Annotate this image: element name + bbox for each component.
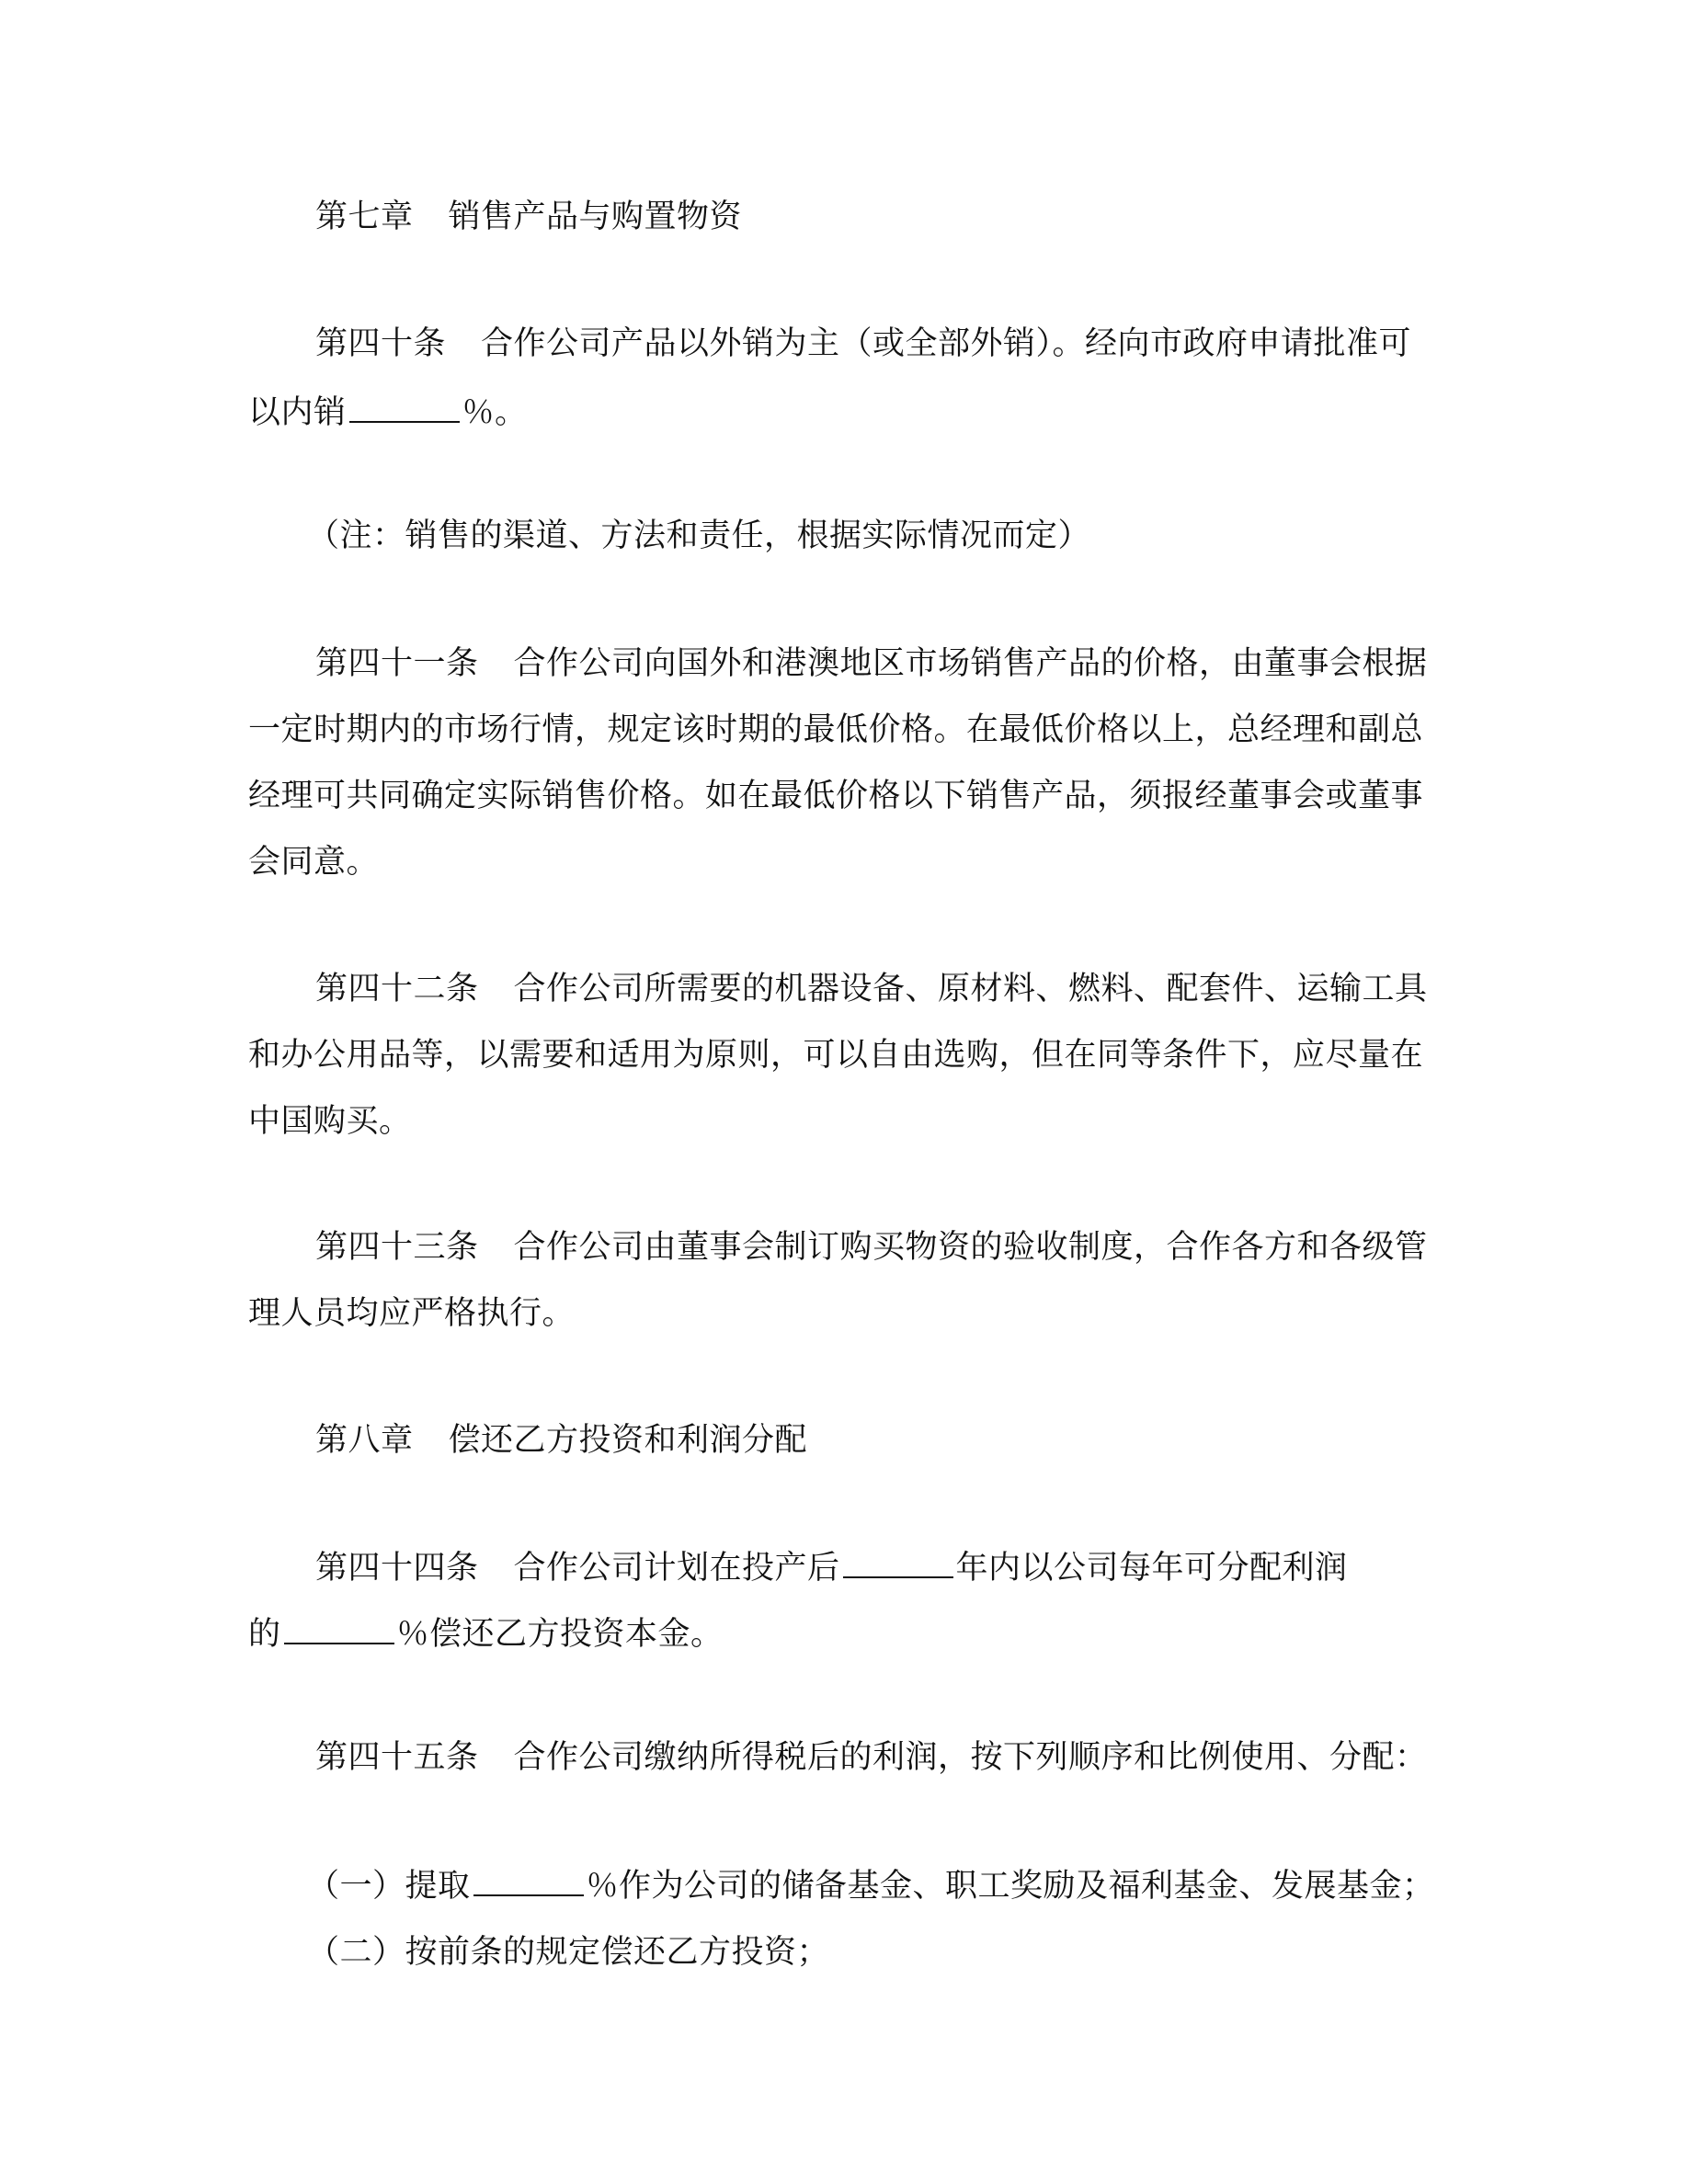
fill-in-blank	[284, 1615, 394, 1644]
list-item-text: （一）提取	[307, 1868, 471, 1905]
article-40-line-1	[315, 325, 1411, 362]
article-number: 第四十二条	[315, 971, 479, 1007]
list-item-text: ％作为公司的储备基金、职工奖励及福利基金、发展基金；	[586, 1868, 1435, 1905]
article-text: 合作公司计划在投产后	[513, 1550, 840, 1587]
article-text: 合作公司缴纳所得税后的利润，按下列顺序和比例使用、分配：	[513, 1739, 1428, 1776]
article-number: 第四十条	[315, 325, 447, 362]
article-41-line-1	[315, 645, 1428, 682]
article-45-item-1	[307, 1867, 1435, 1905]
article-45-item-2: （二）按前条的规定偿还乙方投资；	[307, 1934, 830, 1971]
fill-in-blank	[843, 1549, 953, 1578]
article-42-line-1	[315, 971, 1428, 1007]
article-44-line-1	[315, 1549, 1348, 1587]
fill-in-blank	[473, 1867, 584, 1896]
chapter-8-heading	[315, 1422, 807, 1459]
chapter-7-heading	[315, 199, 742, 235]
article-text: 年内以公司每年可分配利润	[955, 1550, 1348, 1587]
article-40-line-2	[248, 393, 528, 431]
chapter-number: 第八章	[315, 1422, 414, 1459]
chapter-title: 销售产品与购置物资	[448, 199, 743, 235]
article-43-line-1	[315, 1229, 1428, 1266]
article-number: 第四十五条	[315, 1739, 479, 1776]
fill-in-blank	[349, 393, 460, 423]
article-text: ％。	[462, 394, 528, 431]
article-43-line-2: 理人员均应严格执行。	[248, 1295, 576, 1332]
article-text: 合作公司向国外和港澳地区市场销售产品的价格，由董事会根据	[513, 645, 1428, 682]
chapter-number: 第七章	[315, 199, 414, 235]
chapter-title: 偿还乙方投资和利润分配	[448, 1422, 808, 1459]
article-44-line-2	[248, 1615, 724, 1653]
note-text: （注：销售的渠道、方法和责任，根据实际情况而定）	[307, 518, 1091, 554]
article-41-line-3: 经理可共同确定实际销售价格。如在最低价格以下销售产品，须报经董事会或董事	[248, 778, 1424, 814]
article-text: 合作公司产品以外销为主（或全部外销）。经向市政府申请批准可	[481, 325, 1412, 362]
article-42-line-3: 中国购买。	[248, 1103, 412, 1140]
article-45-line-1	[315, 1739, 1428, 1776]
article-text: 以内销	[248, 394, 347, 431]
article-text: ％偿还乙方投资本金。	[396, 1616, 724, 1653]
article-text: 合作公司所需要的机器设备、原材料、燃料、配套件、运输工具	[513, 971, 1428, 1007]
article-41-line-2: 一定时期内的市场行情，规定该时期的最低价格。在最低价格以上，总经理和副总	[248, 711, 1424, 748]
article-text: 合作公司由董事会制订购买物资的验收制度，合作各方和各级管	[513, 1229, 1428, 1266]
article-number: 第四十四条	[315, 1550, 479, 1587]
article-42-line-2: 和办公用品等，以需要和适用为原则，可以自由选购，但在同等条件下，应尽量在	[248, 1037, 1424, 1074]
article-number: 第四十一条	[315, 645, 479, 682]
article-text: 的	[248, 1616, 281, 1653]
article-number: 第四十三条	[315, 1229, 479, 1266]
article-41-line-4: 会同意。	[248, 844, 380, 881]
